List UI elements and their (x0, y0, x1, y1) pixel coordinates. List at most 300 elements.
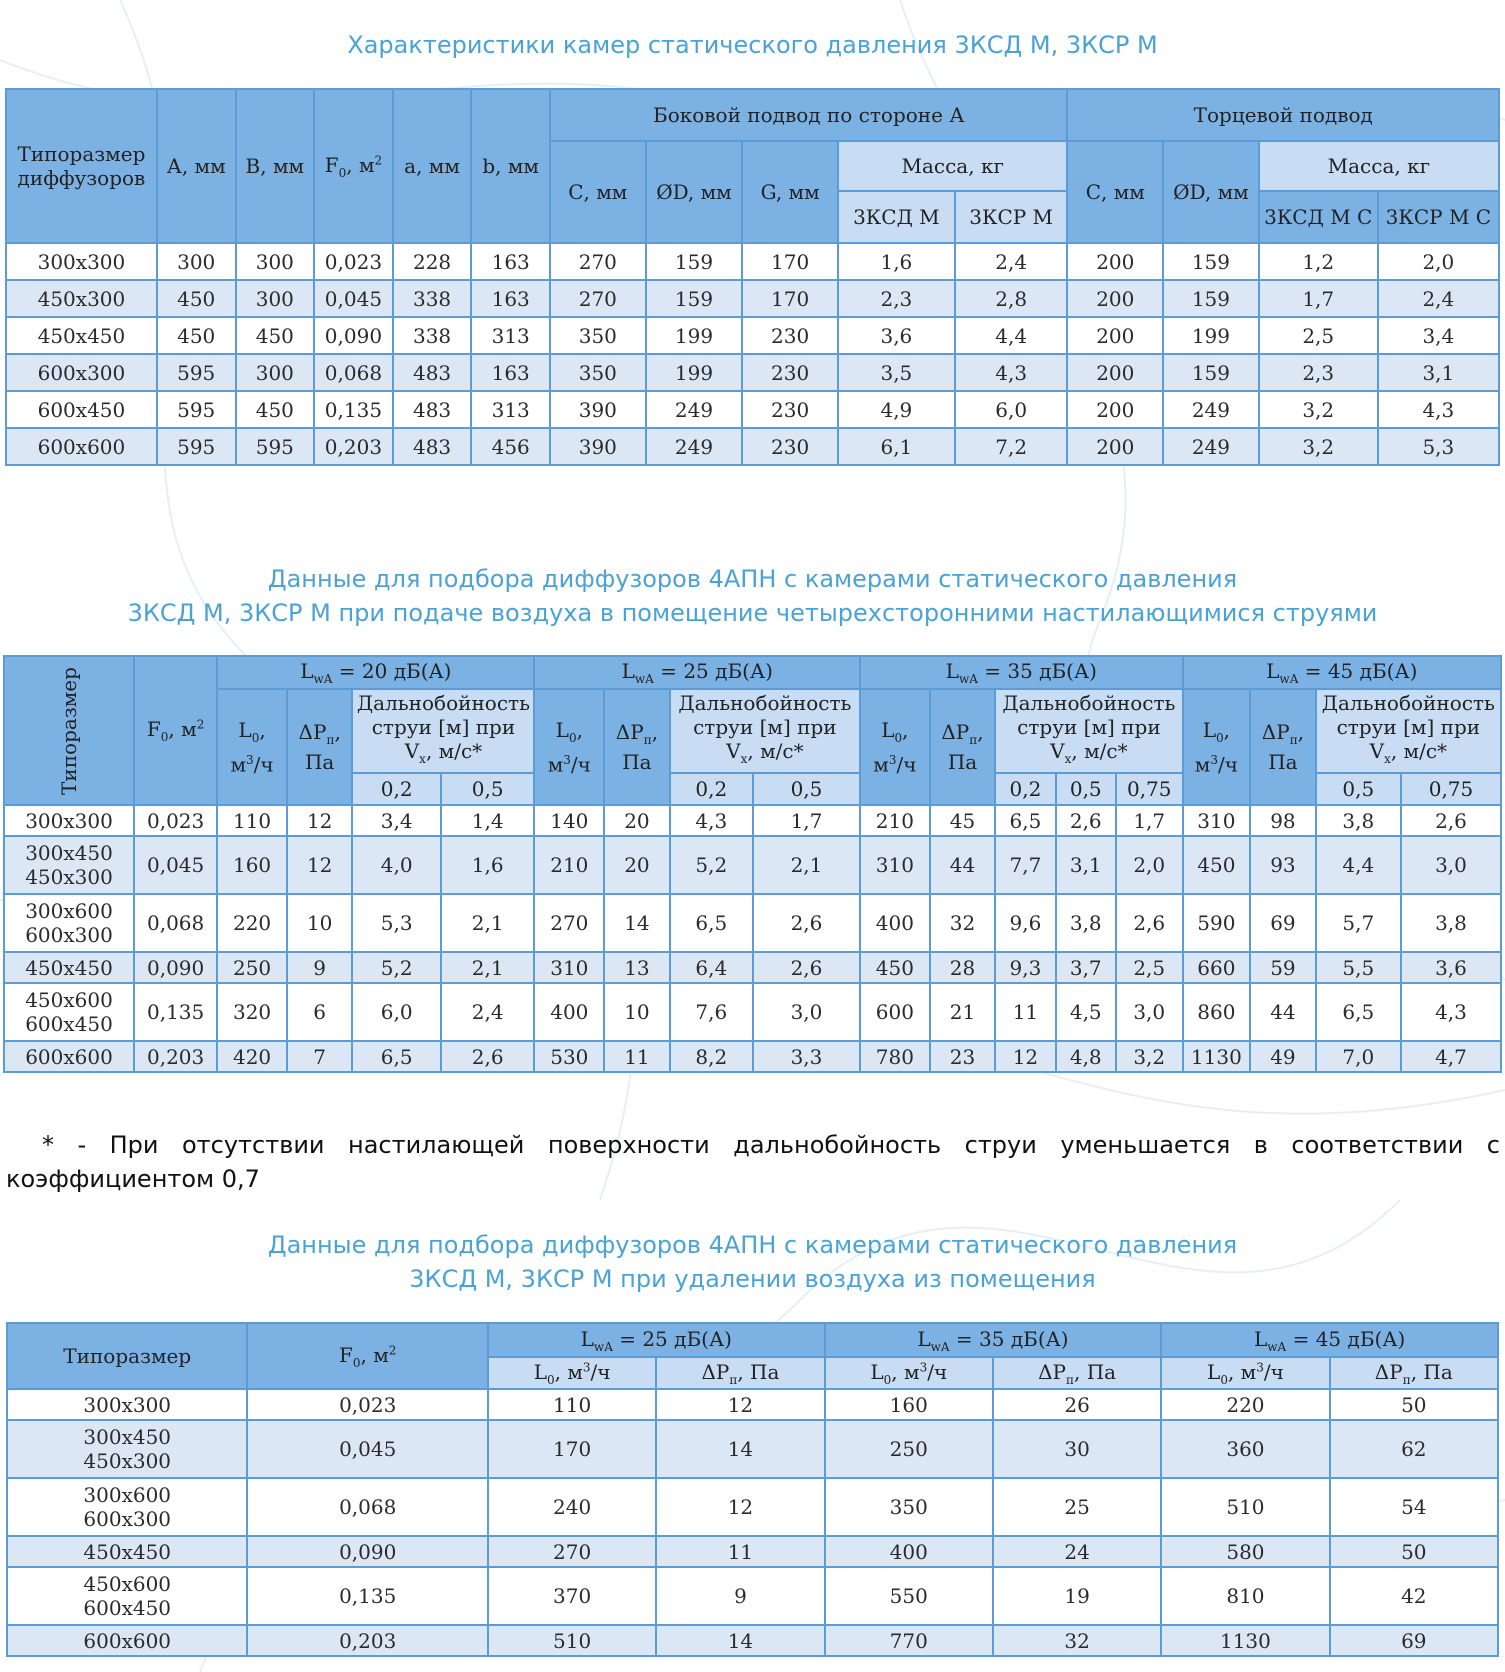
header-kscr-m: 3КСР М (955, 191, 1068, 243)
header-type: Типоразмер диффузоров (6, 89, 157, 243)
table-cell: 338 (393, 280, 472, 317)
table-cell: 6,4 (670, 952, 753, 983)
table-cell: 220 (1161, 1389, 1329, 1420)
pressure-header: $\Delta P_п$, Па (604, 689, 670, 805)
table-cell: 5,5 (1316, 952, 1401, 983)
table-cell: 3,4 (1378, 317, 1499, 354)
table-cell: 300 (236, 354, 315, 391)
table-cell: 26 (993, 1389, 1161, 1420)
table-cell: 0,023 (134, 805, 217, 836)
table-cell: 300 (236, 243, 315, 280)
table-row (7, 1567, 1498, 1625)
table-cell: 170 (742, 280, 838, 317)
table-cell: 19 (993, 1567, 1161, 1625)
table-cell: 69 (1250, 894, 1316, 952)
velocity-header: 0,5 (1056, 773, 1116, 805)
table-cell: 3,3 (753, 1041, 860, 1072)
table-cell: 220 (217, 894, 287, 952)
table-cell: 200 (1067, 428, 1163, 465)
table-cell: 660 (1183, 952, 1251, 983)
table-cell: 4,7 (1401, 1041, 1501, 1072)
table-cell: 0,135 (247, 1567, 487, 1625)
table-cell: 6,0 (352, 983, 440, 1041)
table-cell: 7,7 (995, 836, 1055, 894)
table-cell: 32 (993, 1625, 1161, 1656)
table-cell: 2,3 (838, 280, 955, 317)
table-cell: 2,5 (1259, 317, 1378, 354)
table-cell: 4,9 (838, 391, 955, 428)
table-row (6, 391, 1499, 428)
table-cell: 32 (930, 894, 996, 952)
table-cell: 5,7 (1316, 894, 1401, 952)
table-cell: 12 (656, 1478, 824, 1536)
table-cell: 14 (656, 1625, 824, 1656)
table-cell: 310 (860, 836, 930, 894)
table-cell: 0,203 (314, 428, 393, 465)
table-cell: 240 (488, 1478, 656, 1536)
table-cell: 59 (1250, 952, 1316, 983)
table-cell: 780 (860, 1041, 930, 1072)
table-cell: 0,068 (134, 894, 217, 952)
table-row (4, 1041, 1501, 1072)
t3-header-lwa-25: $L_{wA} = 25$ дБ(А) (488, 1323, 825, 1357)
table-cell: 313 (471, 391, 550, 428)
table-cell: 0,135 (134, 983, 217, 1041)
header-end-d: ØD, мм (1163, 141, 1259, 243)
table-cell: 1,2 (1259, 243, 1378, 280)
table-cell: 0,203 (134, 1041, 217, 1072)
table-cell: 4,3 (1378, 391, 1499, 428)
table-cell: 3,5 (838, 354, 955, 391)
table-cell: 14 (604, 894, 670, 952)
table-cell: 450 (157, 317, 236, 354)
table-cell: 200 (1067, 280, 1163, 317)
table-cell: 230 (742, 428, 838, 465)
table-cell: 9,3 (995, 952, 1055, 983)
table-cell: 0,090 (247, 1536, 487, 1567)
type-cell: 300x300 (4, 805, 134, 836)
table-cell: 44 (930, 836, 996, 894)
table-cell: 0,045 (247, 1420, 487, 1478)
header-side-g: G, мм (742, 141, 838, 243)
table-cell: 3,4 (352, 805, 440, 836)
table-cell: 390 (550, 428, 646, 465)
type-cell: 450x600 600x450 (4, 983, 134, 1041)
type-cell: 450x450 (7, 1536, 247, 1567)
table-cell: 2,5 (1116, 952, 1183, 983)
table-cell: 1,7 (1116, 805, 1183, 836)
table-cell: 2,6 (753, 894, 860, 952)
table-cell: 7,0 (1316, 1041, 1401, 1072)
table-cell: 2,6 (753, 952, 860, 983)
table-cell: 6,5 (352, 1041, 440, 1072)
table-cell: 12 (287, 836, 353, 894)
header-end-mass: Масса, кг (1259, 141, 1499, 191)
t3-header-type: Типоразмер (7, 1323, 247, 1389)
table-cell: 249 (1163, 391, 1259, 428)
table-cell: 0,135 (314, 391, 393, 428)
type-cell: 600x600 (4, 1041, 134, 1072)
type-cell: 300x450 450x300 (4, 836, 134, 894)
type-cell: 300x600 600x300 (7, 1478, 247, 1536)
table-cell: 5,2 (670, 836, 753, 894)
velocity-header: 0,75 (1401, 773, 1501, 805)
velocity-header: 0,75 (1116, 773, 1183, 805)
table-cell: 300x300 (6, 243, 157, 280)
table-cell: 4,5 (1056, 983, 1116, 1041)
header-end-supply: Торцевой подвод (1067, 89, 1499, 141)
table-cell: 3,0 (1116, 983, 1183, 1041)
table-cell: 10 (287, 894, 353, 952)
table-cell: 0,045 (134, 836, 217, 894)
table-cell: 450 (236, 317, 315, 354)
table-cell: 300 (157, 243, 236, 280)
throw-range-header: Дальнобойность струи [м] при $V_x$, м/с* (995, 689, 1182, 773)
table-cell: 4,8 (1056, 1041, 1116, 1072)
table-cell: 93 (1250, 836, 1316, 894)
table-cell: 163 (471, 280, 550, 317)
table-cell: 49 (1250, 1041, 1316, 1072)
table-cell: 160 (217, 836, 287, 894)
table-cell: 483 (393, 354, 472, 391)
table-cell: 28 (930, 952, 996, 983)
table-cell: 159 (1163, 243, 1259, 280)
t3-header-lwa-45: $L_{wA} = 45$ дБ(А) (1161, 1323, 1498, 1357)
table-cell: 2,6 (441, 1041, 535, 1072)
table-cell: 11 (656, 1536, 824, 1567)
pressure-header: $\Delta P_п$, Па (287, 689, 353, 805)
table-cell: 450 (157, 280, 236, 317)
table-cell: 6,5 (1316, 983, 1401, 1041)
table-cell: 510 (488, 1625, 656, 1656)
table-cell: 98 (1250, 805, 1316, 836)
table-cell: 4,3 (955, 354, 1068, 391)
table-cell: 200 (1067, 317, 1163, 354)
table-cell: 2,4 (441, 983, 535, 1041)
table-cell: 2,1 (441, 952, 535, 983)
table-cell: 270 (488, 1536, 656, 1567)
table-cell: 2,1 (441, 894, 535, 952)
table-cell: 50 (1330, 1389, 1498, 1420)
table-cell: 2,6 (1116, 894, 1183, 952)
header-side-mass: Масса, кг (838, 141, 1068, 191)
header-side-supply: Боковой подвод по стороне А (550, 89, 1067, 141)
table-cell: 3,2 (1116, 1041, 1183, 1072)
t2-header-type: Типоразмер (4, 656, 134, 805)
table-cell: 3,6 (1401, 952, 1501, 983)
t2-header-lwa-20: $L_{wA} = 20$ дБ(А) (217, 656, 534, 689)
throw-range-header: Дальнобойность струи [м] при $V_x$, м/с* (670, 689, 860, 773)
table-row (6, 428, 1499, 465)
table-cell: 170 (488, 1420, 656, 1478)
table-cell: 2,4 (955, 243, 1068, 280)
table-cell: 159 (1163, 280, 1259, 317)
table-cell: 62 (1330, 1420, 1498, 1478)
table-cell: 600x300 (6, 354, 157, 391)
table-row (4, 805, 1501, 836)
table-cell: 400 (825, 1536, 993, 1567)
flow-header: $L_0$, $м^3/ч$ (217, 689, 287, 805)
table-cell: 8,2 (670, 1041, 753, 1072)
velocity-header: 0,5 (1316, 773, 1401, 805)
table-cell: 20 (604, 805, 670, 836)
table-cell: 3,0 (1401, 836, 1501, 894)
table3-title: Данные для подбора диффузоров 4АПН с камерами статического давления 3КСД М, 3КСР М при удалении воздуха из помещения (267, 1231, 1238, 1293)
table-cell: 360 (1161, 1420, 1329, 1478)
table-cell: 20 (604, 836, 670, 894)
t2-header-lwa-45: $L_{wA} = 45$ дБ(А) (1183, 656, 1501, 689)
table-cell: 1,6 (441, 836, 535, 894)
table-cell: 24 (993, 1536, 1161, 1567)
table-row (4, 983, 1501, 1041)
table-cell: 590 (1183, 894, 1251, 952)
table-cell: 2,1 (753, 836, 860, 894)
table-row (7, 1536, 1498, 1567)
pressure-header: $\Delta P_п$, Па (930, 689, 996, 805)
table-cell: 1,4 (441, 805, 535, 836)
pressure-header: $\Delta P_п$, Па (656, 1357, 824, 1389)
table-cell: 580 (1161, 1536, 1329, 1567)
table-cell: 110 (488, 1389, 656, 1420)
table-cell: 313 (471, 317, 550, 354)
table-cell: 310 (534, 952, 604, 983)
table-cell: 595 (157, 391, 236, 428)
table-cell: 163 (471, 354, 550, 391)
table-cell: 230 (742, 391, 838, 428)
flow-header: $L_0$, $м^3/ч$ (534, 689, 604, 805)
table-row (6, 280, 1499, 317)
table-cell: 338 (393, 317, 472, 354)
header-side-c: С, мм (550, 141, 646, 243)
header-kscr-mc: 3КСР М С (1378, 191, 1499, 243)
table-cell: 350 (550, 354, 646, 391)
table-cell: 6,1 (838, 428, 955, 465)
velocity-header: 0,5 (753, 773, 860, 805)
pressure-header: $\Delta P_п$, Па (993, 1357, 1161, 1389)
table-cell: 0,068 (314, 354, 393, 391)
table-cell: 50 (1330, 1536, 1498, 1567)
table-cell: 4,4 (955, 317, 1068, 354)
table-cell: 3,0 (753, 983, 860, 1041)
table-cell: 400 (534, 983, 604, 1041)
table-cell: 159 (1163, 354, 1259, 391)
table-cell: 450 (1183, 836, 1251, 894)
table-cell: 7,6 (670, 983, 753, 1041)
table-row (7, 1478, 1498, 1536)
table-cell: 12 (656, 1389, 824, 1420)
table-cell: 550 (825, 1567, 993, 1625)
table-cell: 3,6 (838, 317, 955, 354)
header-b-mm: В, мм (236, 89, 315, 243)
table-cell: 350 (550, 317, 646, 354)
table-row (4, 952, 1501, 983)
table-cell: 370 (488, 1567, 656, 1625)
table-cell: 230 (742, 317, 838, 354)
table-cell: 0,090 (314, 317, 393, 354)
table-cell: 23 (930, 1041, 996, 1072)
table-cell: 199 (1163, 317, 1259, 354)
table-cell: 2,0 (1116, 836, 1183, 894)
table-cell: 3,2 (1259, 391, 1378, 428)
table-cell: 54 (1330, 1478, 1498, 1536)
table-cell: 3,8 (1056, 894, 1116, 952)
table-cell: 0,045 (314, 280, 393, 317)
table-cell: 250 (217, 952, 287, 983)
flow-header: $L_0$, $м^3/ч$ (488, 1357, 656, 1389)
table-cell: 199 (646, 317, 743, 354)
table-cell: 249 (646, 391, 743, 428)
type-cell: 450x600 600x450 (7, 1567, 247, 1625)
header-side-d: ØD, мм (646, 141, 743, 243)
table-cell: 249 (646, 428, 743, 465)
table-cell: 1130 (1161, 1625, 1329, 1656)
table-cell: 600 (860, 983, 930, 1041)
table-cell: 42 (1330, 1567, 1498, 1625)
table-cell: 3,8 (1401, 894, 1501, 952)
t2-header-f0: $F_0$, $м^2$ (134, 656, 217, 805)
table-cell: 310 (1183, 805, 1251, 836)
table-cell: 160 (825, 1389, 993, 1420)
throw-range-header: Дальнобойность струи [м] при $V_x$, м/с* (352, 689, 534, 773)
t2-header-lwa-35: $L_{wA} = 35$ дБ(А) (860, 656, 1183, 689)
type-cell: 300x300 (7, 1389, 247, 1420)
table-cell: 1,6 (838, 243, 955, 280)
table-cell: 1130 (1183, 1041, 1251, 1072)
pressure-header: $\Delta P_п$, Па (1330, 1357, 1498, 1389)
table-cell: 163 (471, 243, 550, 280)
chamber-specs-table (5, 88, 1500, 466)
table-cell: 450 (860, 952, 930, 983)
table-cell: 0,090 (134, 952, 217, 983)
table-cell: 0,203 (247, 1625, 487, 1656)
table-cell: 4,3 (1401, 983, 1501, 1041)
header-kssd-m: 3КСД М (838, 191, 955, 243)
table-cell: 530 (534, 1041, 604, 1072)
table-cell: 0,023 (314, 243, 393, 280)
table-cell: 5,3 (352, 894, 440, 952)
flow-header: $L_0$, $м^3/ч$ (1183, 689, 1251, 805)
table-cell: 3,8 (1316, 805, 1401, 836)
table-cell: 595 (157, 428, 236, 465)
table-cell: 320 (217, 983, 287, 1041)
throw-range-header: Дальнобойность струи [м] при $V_x$, м/с* (1316, 689, 1501, 773)
table-cell: 4,3 (670, 805, 753, 836)
table-cell: 456 (471, 428, 550, 465)
table-cell: 6,5 (670, 894, 753, 952)
table-cell: 25 (993, 1478, 1161, 1536)
table-cell: 159 (646, 243, 743, 280)
footnote: * - При отсутствии настилающей поверхности дальнобойность струи уменьшается в соответствии с коэффициентом 0,7 (6, 1131, 1500, 1193)
table-cell: 9 (287, 952, 353, 983)
table-cell: 250 (825, 1420, 993, 1478)
table-row (4, 894, 1501, 952)
table-cell: 0,023 (247, 1389, 487, 1420)
flow-header: $L_0$, $м^3/ч$ (825, 1357, 993, 1389)
table-row (6, 317, 1499, 354)
table-cell: 350 (825, 1478, 993, 1536)
table-cell: 110 (217, 805, 287, 836)
table-row (7, 1420, 1498, 1478)
t3-header-f0: $F_0$, $м^2$ (247, 1323, 487, 1389)
velocity-header: 0,2 (995, 773, 1055, 805)
table-cell: 6 (287, 983, 353, 1041)
header-a-small: а, мм (393, 89, 472, 243)
table-row (4, 836, 1501, 894)
table-cell: 3,1 (1378, 354, 1499, 391)
table-cell: 69 (1330, 1625, 1498, 1656)
type-cell: 300x450 450x300 (7, 1420, 247, 1478)
table-cell: 300 (236, 280, 315, 317)
table-cell: 159 (646, 280, 743, 317)
table-cell: 400 (860, 894, 930, 952)
velocity-header: 0,2 (670, 773, 753, 805)
table-cell: 5,2 (352, 952, 440, 983)
table-cell: 2,8 (955, 280, 1068, 317)
table-cell: 10 (604, 983, 670, 1041)
type-cell: 300x600 600x300 (4, 894, 134, 952)
table-row (7, 1389, 1498, 1420)
table-row (7, 1625, 1498, 1656)
table-cell: 1,7 (1259, 280, 1378, 317)
table-cell: 9 (656, 1567, 824, 1625)
type-cell: 450x450 (4, 952, 134, 983)
table-cell: 450 (236, 391, 315, 428)
table-cell: 249 (1163, 428, 1259, 465)
table-cell: 14 (656, 1420, 824, 1478)
table-cell: 228 (393, 243, 472, 280)
type-cell: 600x600 (7, 1625, 247, 1656)
table-cell: 30 (993, 1420, 1161, 1478)
flow-header: $L_0$, $м^3/ч$ (860, 689, 930, 805)
table-cell: 13 (604, 952, 670, 983)
table-cell: 810 (1161, 1567, 1329, 1625)
table-cell: 210 (860, 805, 930, 836)
header-end-c: С, мм (1067, 141, 1163, 243)
table-cell: 4,0 (352, 836, 440, 894)
table-cell: 21 (930, 983, 996, 1041)
table-cell: 2,6 (1401, 805, 1501, 836)
table-cell: 420 (217, 1041, 287, 1072)
header-b-small: b, мм (471, 89, 550, 243)
table-cell: 200 (1067, 391, 1163, 428)
table1-title: Характеристики камер статического давления 3КСД М, 3КСР М (347, 31, 1158, 59)
table-cell: 45 (930, 805, 996, 836)
supply-selection-table (3, 655, 1502, 1073)
table-cell: 6,5 (995, 805, 1055, 836)
table-cell: 595 (157, 354, 236, 391)
table-cell: 200 (1067, 243, 1163, 280)
header-a-mm: А, мм (157, 89, 236, 243)
table-cell: 170 (742, 243, 838, 280)
table-cell: 6,0 (955, 391, 1068, 428)
table-cell: 7,2 (955, 428, 1068, 465)
table-cell: 390 (550, 391, 646, 428)
table-cell: 450x450 (6, 317, 157, 354)
table-cell: 1,7 (753, 805, 860, 836)
table-cell: 450x300 (6, 280, 157, 317)
table-cell: 595 (236, 428, 315, 465)
table-row (6, 243, 1499, 280)
table-cell: 4,4 (1316, 836, 1401, 894)
table-cell: 11 (995, 983, 1055, 1041)
velocity-header: 0,5 (441, 773, 535, 805)
table-cell: 5,3 (1378, 428, 1499, 465)
flow-header: $L_0$, $м^3/ч$ (1161, 1357, 1329, 1389)
table-cell: 510 (1161, 1478, 1329, 1536)
table-cell: 200 (1067, 354, 1163, 391)
table-cell: 12 (287, 805, 353, 836)
t3-header-lwa-35: $L_{wA} = 35$ дБ(А) (825, 1323, 1162, 1357)
